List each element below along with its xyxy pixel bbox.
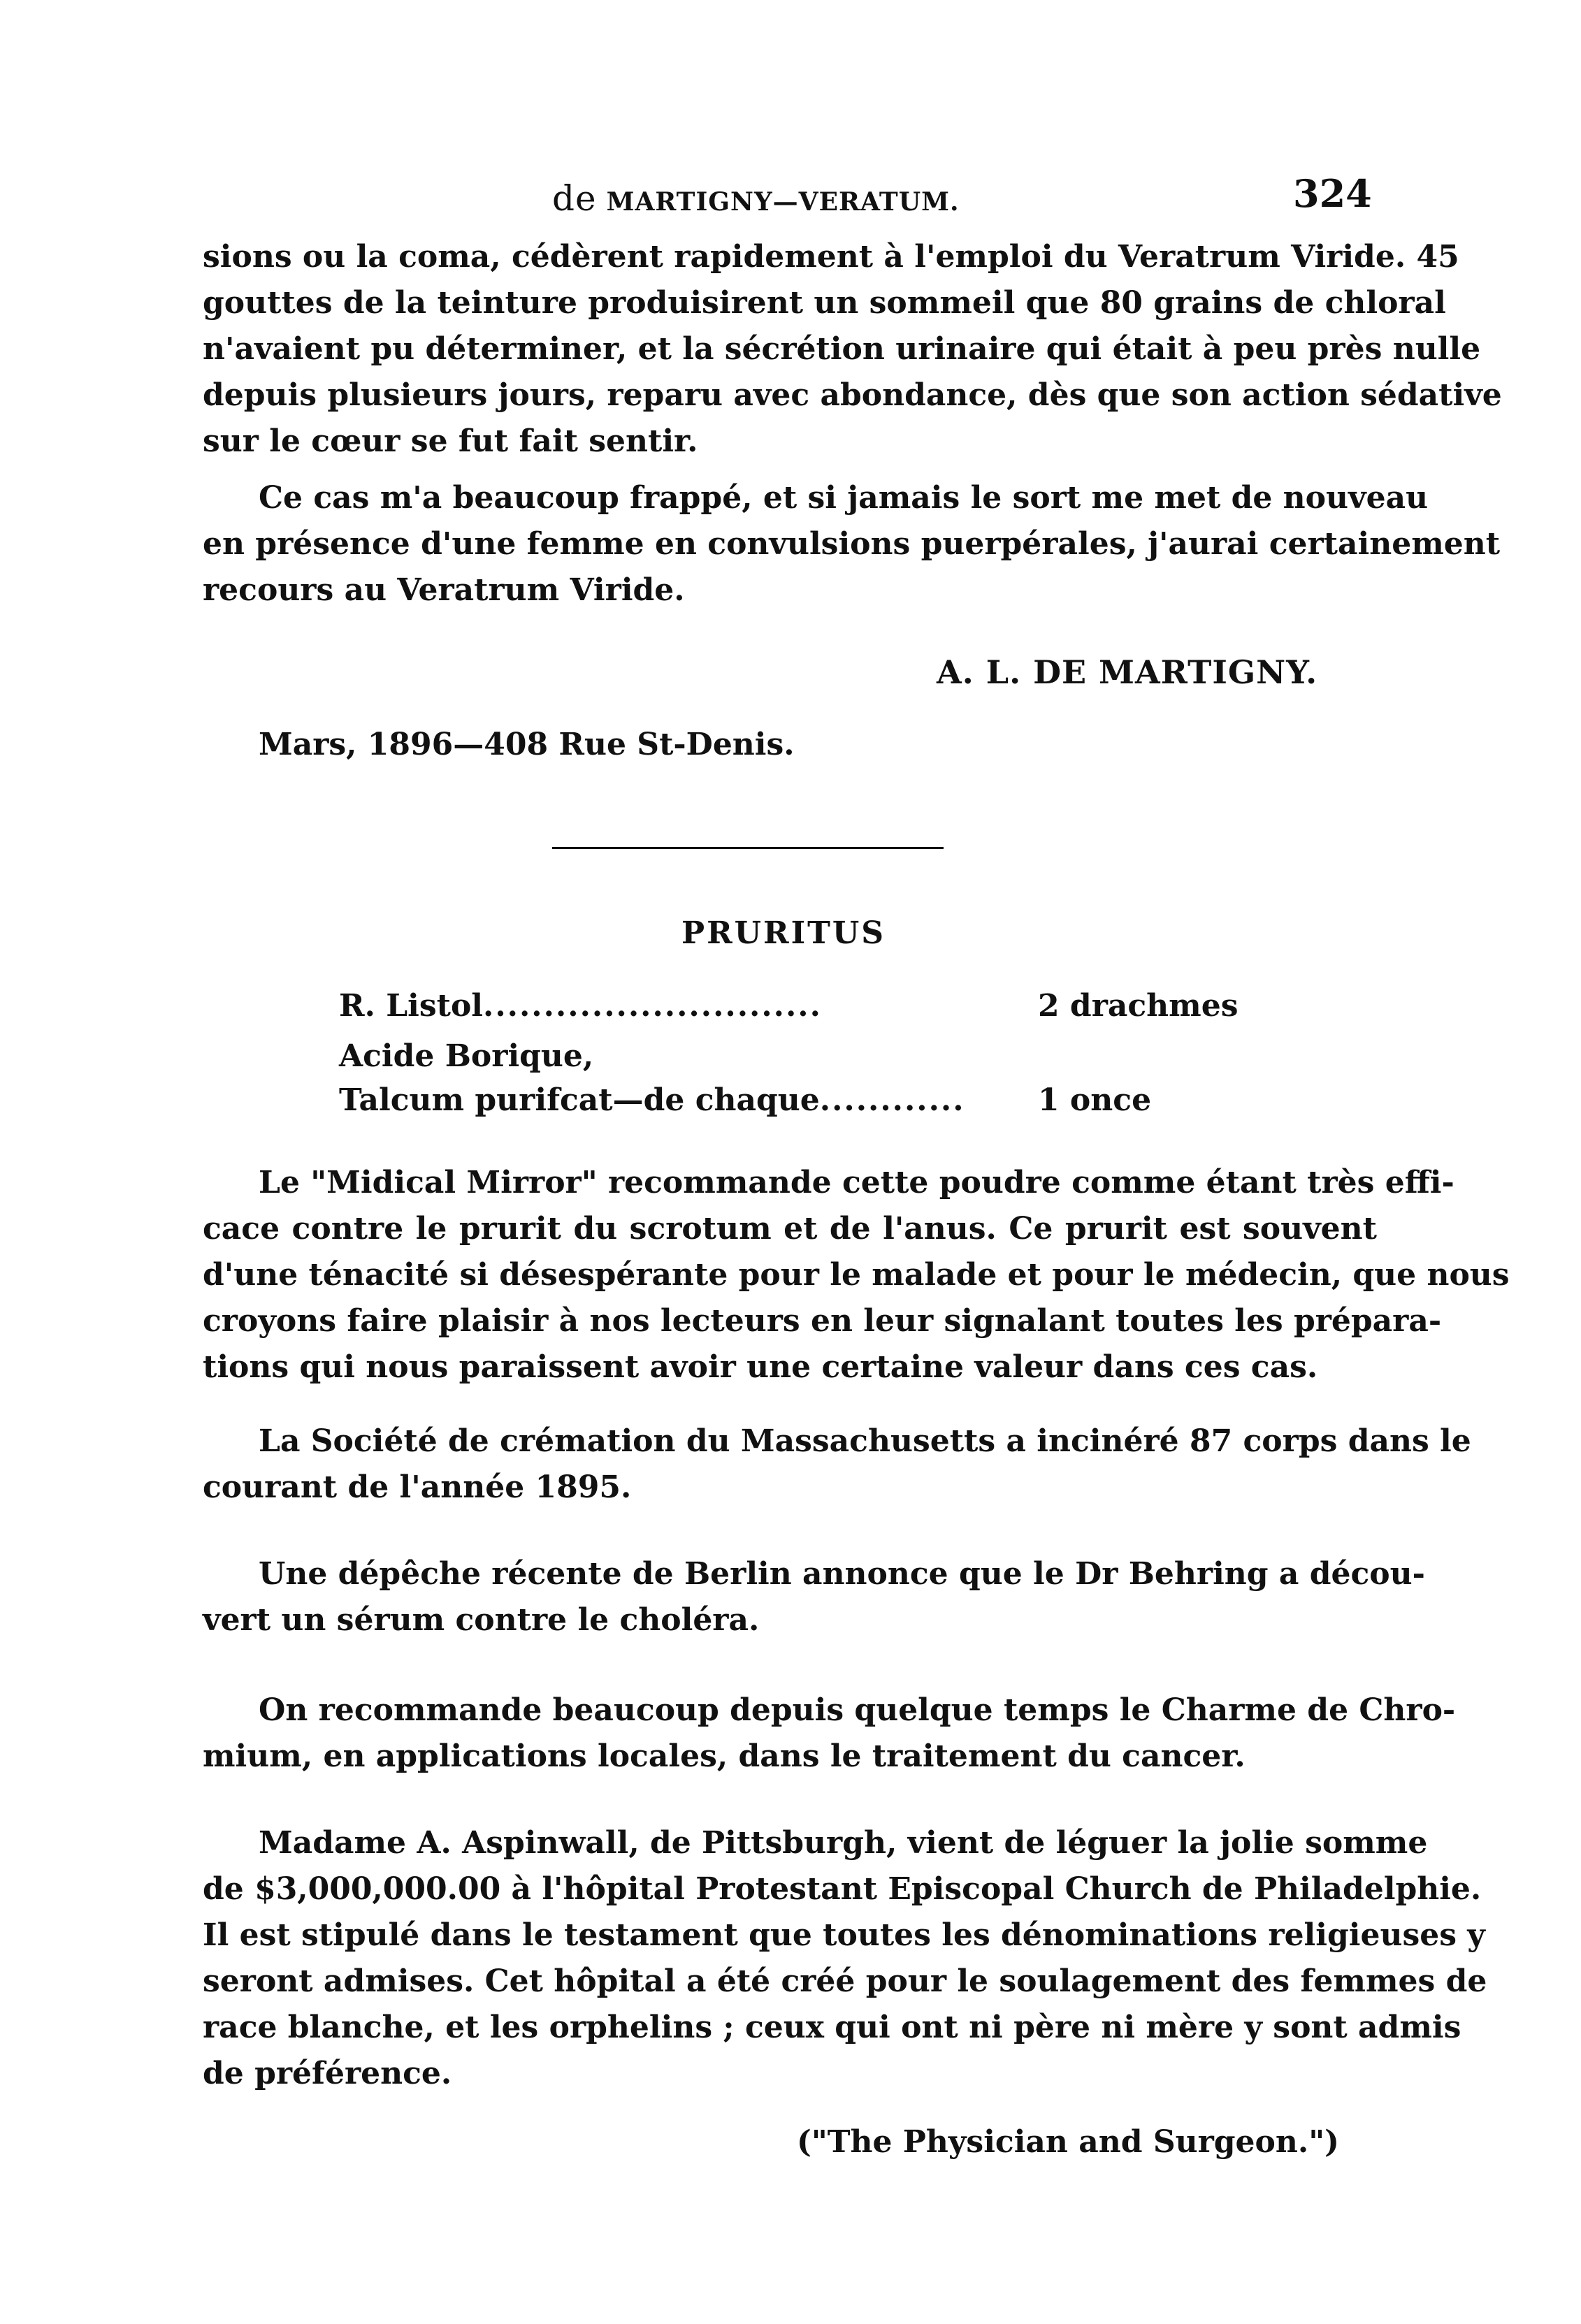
paragraph-mirror <box>203 1160 1510 1390</box>
text-line: recours au Veratrum Viride. <box>203 572 685 608</box>
text-line: n'avaient pu déterminer, et la sécrétion urinaire qui était à peu près nulle <box>203 331 1481 367</box>
text-line: courant de l'année 1895. <box>203 1469 632 1505</box>
header-prefix: de <box>552 178 597 219</box>
date-address: Mars, 1896—408 Rue St-Denis. <box>259 727 795 762</box>
paragraph-aspinwall <box>203 1820 1487 2097</box>
text-line: mium, en applications locales, dans le traitement du cancer. <box>203 1738 1246 1774</box>
header-title: MARTIGNY—VERATUM. <box>606 187 960 217</box>
page-number: 324 <box>1293 171 1372 216</box>
text-line: race blanche, et les orphelins ; ceux qui ont ni père ni mère y sont admis <box>203 2010 1461 2045</box>
prescription-item: R. Listol <box>339 988 484 1024</box>
text-line: vert un sérum contre le choléra. <box>203 1602 760 1638</box>
text-line: gouttes de la teinture produisirent un sommeil que 80 grains de chloral <box>203 285 1446 321</box>
prescription-item: Talcum purifcat—de chaque <box>339 1082 820 1118</box>
paragraph-case <box>203 475 1501 613</box>
text-line: seront admises. Cet hôpital a été créé pour le soulagement des femmes de <box>203 1963 1487 1999</box>
prescription-item: Acide Borique, <box>339 1038 594 1074</box>
text-line: tions qui nous paraissent avoir une certaine valeur dans ces cas. <box>203 1349 1318 1385</box>
prescription-line <box>339 1036 1248 1077</box>
text-line: sur le cœur se fut fait sentir. <box>203 423 698 459</box>
leader-dots: ............................ <box>483 988 822 1024</box>
text-line: Il est stipulé dans le testament que toutes les dénominations religieuses y <box>203 1917 1485 1953</box>
section-divider <box>552 847 944 849</box>
paragraph-continuation <box>203 234 1502 465</box>
text-line: de $3,000,000.00 à l'hôpital Protestant Episcopal Church de Philadelphie. <box>203 1871 1482 1907</box>
prescription-quantity: 1 once <box>1038 1082 1152 1118</box>
text-line: croyons faire plaisir à nos lecteurs en leur signalant toutes les prépara- <box>203 1303 1442 1339</box>
text-line: d'une ténacité si désespérante pour le malade et pour le médecin, que nous <box>203 1257 1510 1293</box>
paragraph-behring <box>203 1551 1425 1643</box>
leader-dots: ............ <box>819 1082 965 1118</box>
text-line: cace contre le prurit du scrotum et de l'anus. Ce prurit est souvent <box>203 1211 1377 1247</box>
source-citation: ("The Physician and Surgeon.") <box>797 2124 1339 2160</box>
text-line: La Société de crémation du Massachusetts a incinéré 87 corps dans le <box>259 1423 1471 1459</box>
author-signature: A. L. DE MARTIGNY. <box>937 653 1318 691</box>
prescription-quantity: 2 drachmes <box>1038 988 1239 1024</box>
prescription-line <box>339 985 1248 1027</box>
section-title-pruritus: PRURITUS <box>681 915 886 951</box>
text-line: Une dépêche récente de Berlin annonce que le Dr Behring a décou- <box>259 1556 1425 1592</box>
running-header <box>552 178 959 219</box>
paragraph-chromium <box>203 1687 1456 1780</box>
text-line: sions ou la coma, cédèrent rapidement à l'emploi du Veratrum Viride. 45 <box>203 239 1459 275</box>
text-line: On recommande beaucoup depuis quelque temps le Charme de Chro- <box>259 1692 1456 1728</box>
text-line: en présence d'une femme en convulsions puerpérales, j'aurai certainement <box>203 526 1501 562</box>
paragraph-cremation <box>203 1418 1471 1511</box>
text-line: Ce cas m'a beaucoup frappé, et si jamais le sort me met de nouveau <box>259 480 1429 516</box>
text-line: de préférence. <box>203 2056 452 2091</box>
text-line: depuis plusieurs jours, reparu avec abondance, dès que son action sédative <box>203 377 1502 413</box>
prescription-line <box>339 1080 1248 1121</box>
text-line: Le "Midical Mirror" recommande cette poudre comme étant très effi- <box>259 1165 1454 1200</box>
text-line: Madame A. Aspinwall, de Pittsburgh, vient de léguer la jolie somme <box>259 1825 1428 1861</box>
